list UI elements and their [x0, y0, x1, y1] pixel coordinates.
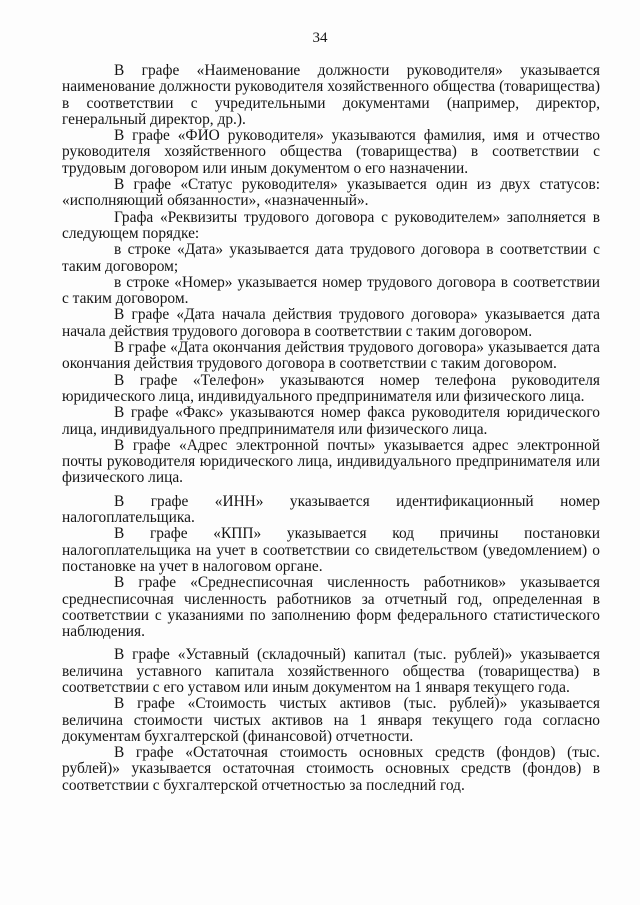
paragraph-contract-date: в строке «Дата» указывается дата трудового договора в соответствии с таким договором; [62, 241, 600, 275]
paragraph-employees: В графе «Среднесписочная численность работников» указывается среднесписочная численность работников за отчетный год, определенная в соответствии с указаниями по заполнению форм федерального статистического наблюдения. [62, 574, 600, 641]
paragraph-email: В графе «Адрес электронной почты» указывается адрес электронной почты руководителя юридического лица, индивидуального предпринимателя или физического лица. [62, 436, 600, 487]
paragraph-contract-number: в строке «Номер» указывается номер трудового договора в соответствии с таким договором. [62, 273, 600, 308]
paragraph-authorized-capital: В графе «Уставный (складочный) капитал (тыс. рублей)» указывается величина уставного капитала хозяйственного общества (товарищества) в соответствии с его уставом или иным документом на 1 января текущего года. [62, 646, 600, 696]
paragraph-head-status: В графе «Статус руководителя» указывается один из двух статусов: «исполняющий обязанности», «назначенный». [62, 176, 600, 210]
paragraph-fixed-assets: В графе «Остаточная стоимость основных средств (фондов) (тыс. рублей)» указывается остаточная стоимость основных средств (фондов) в соответствии с бухгалтерской отчетностью за последний год. [62, 744, 600, 794]
document-body [62, 63, 600, 794]
paragraph-kpp: В графе «КПП» указывается код причины постановки налогоплательщика на учет в соответствии со свидетельством (уведомлением) о постановке на учет в налоговом органе. [62, 525, 600, 575]
paragraph-inn: В графе «ИНН» указывается идентификационный номер налогоплательщика. [62, 492, 600, 527]
paragraph-position-name: В графе «Наименование должности руководителя» указывается наименование должности руководителя хозяйственного общества (товарищества) в соответствии с учредительными документами (например, директор, генеральный директор, др.). [62, 62, 600, 128]
paragraph-contract-start: В графе «Дата начала действия трудового договора» указывается дата начала действия трудового договора в соответствии с таким договором. [62, 306, 600, 340]
page-number: 34 [312, 30, 328, 46]
paragraph-phone: В графе «Телефон» указываются номер телефона руководителя юридического лица, индивидуального предпринимателя или физического лица. [62, 371, 600, 405]
paragraph-net-assets: В графе «Стоимость чистых активов (тыс. рублей)» указывается величина стоимости чистых активов на 1 января текущего года согласно документам бухгалтерской (финансовой) отчетности. [62, 695, 600, 745]
paragraph-contract-details: Графа «Реквизиты трудового договора с руководителем» заполняется в следующем порядке: [62, 208, 600, 242]
paragraph-fax: В графе «Факс» указываются номер факса руководителя юридического лица, индивидуального предпринимателя или физического лица. [62, 404, 600, 438]
paragraph-head-fio: В графе «ФИО руководителя» указываются фамилия, имя и отчество руководителя хозяйственного общества (товарищества) в соответствии с трудовым договором или иным документом о его назначении. [62, 127, 600, 177]
paragraph-contract-end: В графе «Дата окончания действия трудового договора» указывается дата окончания действия трудового договора в соответствии с таким договором. [62, 339, 600, 373]
